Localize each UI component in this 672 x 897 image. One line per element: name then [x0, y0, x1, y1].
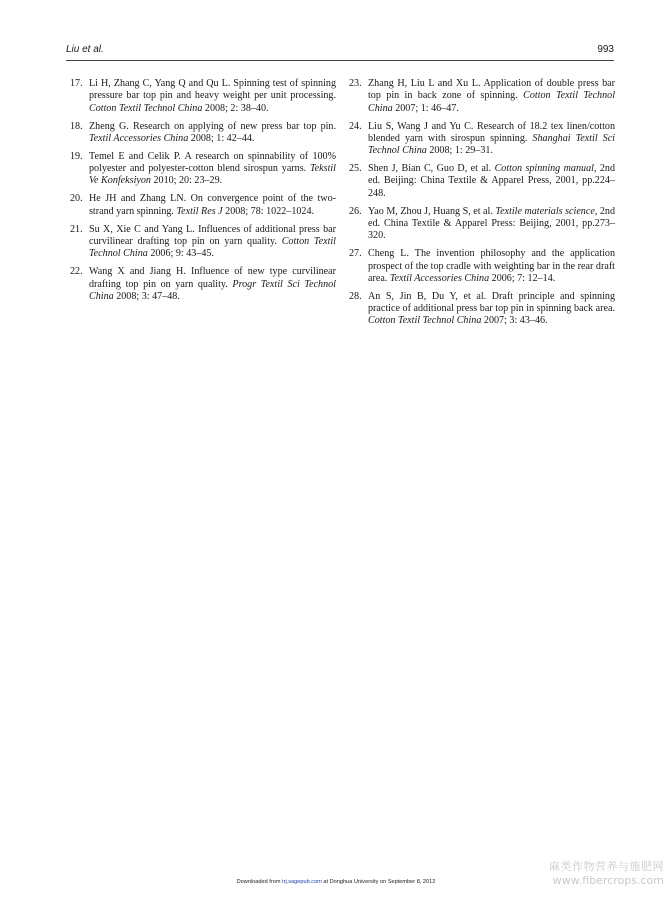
reference-segment: Temel E and Celik P. A research on spinnability of 100% polyester and polyester-cotton blend sirospun yarns. — [89, 150, 336, 175]
reference-number: 25. — [349, 163, 362, 175]
reference-segment: Su X, Xie C and Yang L. Influences of additional press bar curvilinear drafting top pin on yarn quality. — [89, 223, 336, 248]
footer-source-link[interactable]: trj.sagepub.com — [282, 879, 322, 885]
reference-item — [349, 163, 615, 200]
reference-segment: Zhang H, Liu L and Xu L. Application of double press bar top pin in back zone of spinning. — [368, 78, 615, 102]
reference-journal: Shanghai Textil Sci Technol China — [368, 132, 615, 157]
reference-journal: Cotton Textil Technol China — [89, 236, 336, 260]
reference-text — [89, 193, 336, 218]
reference-journal: Progr Textil Sci Technol China — [89, 278, 336, 302]
references-right-column — [349, 78, 615, 333]
reference-number: 27. — [349, 248, 362, 260]
reference-item — [70, 151, 336, 188]
reference-segment: 2008; 2: 38–40. — [202, 102, 269, 114]
reference-text — [368, 248, 615, 285]
reference-text — [368, 121, 615, 158]
running-header — [66, 44, 614, 58]
reference-number: 22. — [70, 266, 83, 278]
reference-segment: An S, Jin B, Du Y, et al. Draft principle and spinning practice of additional press bar top pin in spinning back area. — [368, 290, 615, 315]
reference-segment: Wang X and Jiang H. Influence of new type curvilinear drafting top pin on yarn quality. — [89, 266, 336, 290]
reference-item — [349, 121, 615, 158]
reference-text — [89, 151, 336, 188]
reference-item — [349, 78, 615, 115]
reference-text — [368, 291, 615, 328]
reference-item — [349, 291, 615, 328]
reference-segment: 2006; 9: 43–45. — [147, 248, 214, 260]
reference-segment: 2006; 7: 12–14. — [489, 272, 556, 284]
reference-journal: Textil Res J — [176, 205, 223, 217]
reference-item — [70, 266, 336, 303]
reference-segment: Li H, Zhang C, Yang Q and Qu L. Spinning test of spinning pressure bar top pin and heavy weight per unit processing. — [89, 78, 336, 102]
footer-prefix: Downloaded from — [236, 879, 283, 885]
reference-segment: , 2nd ed. Beijing: China Textile & Apparel Press, 2001, pp.224–248. — [368, 163, 616, 199]
reference-item — [349, 248, 615, 285]
reference-item — [70, 193, 336, 218]
reference-text — [89, 224, 336, 261]
reference-number: 21. — [70, 223, 83, 235]
references-left-column — [70, 78, 336, 309]
reference-segment: 2008; 1: 42–44. — [188, 132, 255, 144]
reference-segment: Zheng G. Research on applying of new press bar top pin. — [89, 120, 336, 132]
reference-text — [89, 266, 336, 303]
reference-segment: 2008; 1: 29–31. — [426, 145, 493, 157]
reference-segment: Yao M, Zhou J, Huang S, et al. — [368, 205, 496, 217]
reference-item — [70, 121, 336, 146]
reference-text — [368, 163, 615, 200]
header-rule — [66, 60, 614, 61]
reference-journal: Tekstil Ve Konfeksiyon — [89, 163, 336, 187]
reference-journal: Textil Accessories China — [89, 132, 189, 144]
reference-journal: Cotton Textil Technol China — [368, 90, 615, 114]
reference-text — [89, 78, 336, 115]
reference-number: 19. — [70, 150, 83, 162]
reference-segment: Cheng L. The invention philosophy and the application prospect of the top cradle with weighting bar in the rear draft area. — [368, 248, 615, 284]
footer-suffix: at Donghua University on September 8, 2012 — [321, 879, 436, 885]
running-head-authors: Liu et al. — [66, 44, 104, 55]
reference-segment: 2007; 3: 43–46. — [481, 315, 548, 327]
reference-journal: Cotton Textil Technol China — [89, 102, 203, 114]
reference-segment: 2008; 78: 1022–1024. — [222, 205, 315, 217]
reference-journal: Cotton spinning manual — [494, 163, 594, 175]
reference-number: 18. — [70, 120, 83, 132]
reference-journal: Cotton Textil Technol China — [368, 315, 482, 327]
site-watermark — [549, 860, 664, 888]
watermark-url: www.fibercrops.com — [552, 874, 664, 887]
reference-number: 23. — [349, 78, 362, 89]
reference-segment: , 2nd ed. China Textile & Apparel Press: Beijing, 2001, pp.273–320. — [368, 205, 615, 242]
page-number: 993 — [597, 44, 614, 55]
reference-segment: 2007; 1: 46–47. — [392, 102, 459, 114]
watermark-chinese-text: 麻类作物营养与施肥网 — [549, 860, 664, 873]
reference-text — [368, 78, 615, 115]
reference-segment: Liu S, Wang J and Yu C. Research of 18.2 tex linen/cotton blended yarn with sirospun spinning. — [368, 120, 615, 144]
reference-text — [368, 206, 615, 243]
reference-number: 28. — [349, 290, 362, 302]
reference-journal: Textile materials science — [495, 205, 595, 217]
reference-item — [70, 78, 336, 115]
reference-number: 20. — [70, 193, 83, 205]
reference-number: 24. — [349, 120, 362, 132]
reference-text — [89, 121, 336, 146]
reference-journal: Textil Accessories China — [389, 272, 490, 284]
reference-item — [349, 206, 615, 243]
reference-item — [70, 224, 336, 261]
reference-segment: 2010; 20: 23–29. — [150, 175, 223, 187]
reference-segment: He JH and Zhang LN. On convergence point of the two-strand yarn spinning. — [89, 193, 336, 217]
reference-number: 26. — [349, 205, 362, 217]
reference-number: 17. — [70, 78, 83, 89]
reference-segment: Shen J, Bian C, Guo D, et al. — [368, 163, 495, 175]
reference-segment: 2008; 3: 47–48. — [113, 290, 180, 302]
